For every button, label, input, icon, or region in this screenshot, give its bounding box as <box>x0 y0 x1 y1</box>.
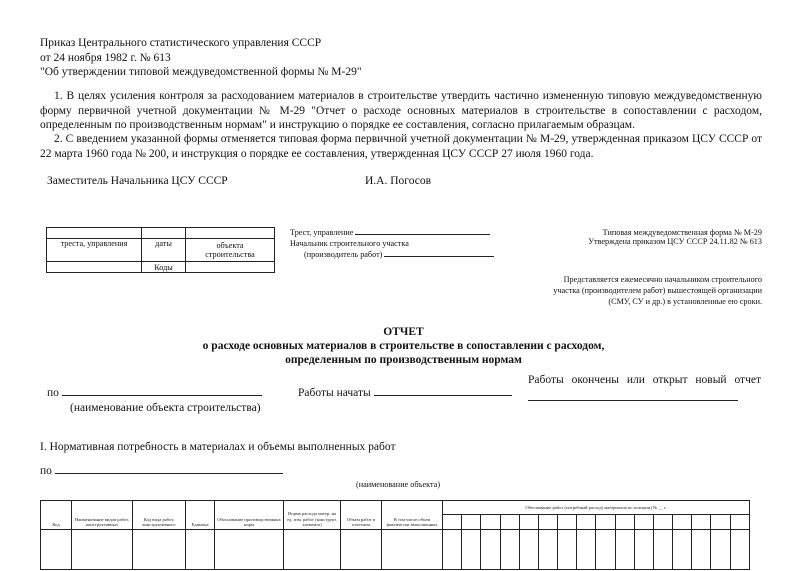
report-subtitle-2: определенным по производственным нормам <box>285 354 522 366</box>
codes-object-value[interactable] <box>186 262 275 273</box>
submission-line-2: участка (производителем работ) вышестоящей организации <box>553 286 762 295</box>
producer-field <box>304 250 494 259</box>
grid-header-work-code: Код вида работ, конструктивного <box>133 501 186 530</box>
trust-input-line[interactable] <box>355 234 490 235</box>
grid-header-code: Код <box>41 501 72 530</box>
order-title: Приказ Центрального статистического управления СССР <box>40 37 322 49</box>
grid-subcolumn <box>519 515 538 530</box>
grid-header-volume: Объем работ в отчетном <box>341 501 382 530</box>
works-started-input-line[interactable] <box>374 395 512 396</box>
grid-subcolumn <box>481 515 500 530</box>
grid-subcolumn <box>673 515 692 530</box>
grid-subcolumn <box>711 515 730 530</box>
object-caption: (наименование объекта строительства) <box>70 402 261 414</box>
codes-cell-empty <box>186 228 275 239</box>
works-finished-label: Работы окончены или открыт новый отчет <box>528 374 761 386</box>
grid-cell[interactable] <box>577 530 596 570</box>
grid-cell[interactable] <box>673 530 692 570</box>
grid-subcolumn <box>596 515 615 530</box>
grid-header-volume-total: В том числе объем фактически выполненных <box>382 501 443 530</box>
grid-cell[interactable] <box>443 530 462 570</box>
form-info <box>588 228 762 246</box>
works-finished-input-line[interactable] <box>528 400 738 401</box>
grid-cell[interactable] <box>186 530 215 570</box>
trust-label: Трест, управление <box>290 228 354 237</box>
grid-cell[interactable] <box>215 530 284 570</box>
grid-subcolumn <box>558 515 577 530</box>
grid-cell[interactable] <box>519 530 538 570</box>
grid-cell[interactable] <box>284 530 341 570</box>
grid-cell[interactable] <box>41 530 72 570</box>
order-paragraph-2: 2. С введением указанной формы отменяется типовая форма первичной учетной документации № М-29, утвержденная приказом ЦСУ СССР от 22 марта 1960 года № 200, и инструкция о порядке ее составления, утвержденная ЦСУ СССР 27 июля 1960 года. <box>40 133 762 160</box>
works-started-label: Работы начаты <box>298 387 371 399</box>
object-field <box>47 387 262 399</box>
grid-subcolumn <box>692 515 711 530</box>
grid-cell[interactable] <box>481 530 500 570</box>
grid-subcolumn <box>462 515 481 530</box>
grid-subcolumn <box>634 515 653 530</box>
form-number: Типовая междуведомственная форма № М-29 <box>602 228 762 237</box>
grid-subcolumn <box>615 515 634 530</box>
grid-cell[interactable] <box>711 530 730 570</box>
form-approval: Утверждена приказом ЦСУ СССР 24.11.82 № 613 <box>588 237 762 246</box>
grid-cell[interactable] <box>72 530 133 570</box>
codes-date-header: даты <box>142 239 186 262</box>
grid-header-norm-rate: Норма расхода матер. на ед. изм. работ (конструкт. элемента) <box>284 501 341 530</box>
section-1-object-field <box>40 465 283 477</box>
grid-subcolumn <box>653 515 672 530</box>
report-subtitle-1: о расходе основных материалов в строительстве в сопоставлении с расходом, <box>202 340 605 352</box>
codes-trust-value[interactable] <box>47 262 142 273</box>
producer-input-line[interactable] <box>384 256 494 257</box>
grid-cell[interactable] <box>382 530 443 570</box>
order-subject: "Об утверждении типовой междуведомственной формы № М-29" <box>40 66 362 78</box>
grid-cell[interactable] <box>653 530 672 570</box>
submission-line-3: (СМУ, СУ и др.) в установленные ею сроки. <box>608 297 762 306</box>
submission-note <box>553 274 762 307</box>
section-1-object-input-line[interactable] <box>55 473 283 474</box>
codes-cell-empty <box>47 228 142 239</box>
section-1-po-label: по <box>40 465 52 477</box>
codes-object-line1: объекта <box>216 241 244 250</box>
grid-cell[interactable] <box>462 530 481 570</box>
grid-subcolumn <box>577 515 596 530</box>
producer-label: (производитель работ) <box>304 250 383 259</box>
section-1-object-caption: (наименование объекта) <box>356 480 441 489</box>
grid-cell[interactable] <box>615 530 634 570</box>
signature-position: Заместитель Начальника ЦСУ СССР <box>47 175 228 187</box>
grid-cell[interactable] <box>692 530 711 570</box>
codes-table <box>46 227 275 273</box>
grid-subcolumn <box>500 515 519 530</box>
report-title: ОТЧЕТ <box>383 326 424 338</box>
signature-name: И.А. Погосов <box>365 175 432 187</box>
grid-cell[interactable] <box>596 530 615 570</box>
materials-grid <box>40 500 750 570</box>
object-input-line[interactable] <box>62 395 262 396</box>
grid-header-unit: Единица <box>186 501 215 530</box>
grid-subcolumn <box>443 515 462 530</box>
grid-header-need: Обоснование работ (потребный расход) материалов по позиции (№ __ г. <box>443 501 750 515</box>
grid-header-work-name: Наименование видов работ, конструктивных <box>72 501 133 530</box>
order-date: от 24 ноября 1982 г. № 613 <box>40 51 171 64</box>
grid-header-norm: Обоснование производственных норм <box>215 501 284 530</box>
section-1-title: I. Нормативная потребность в материалах и объемы выполненных работ <box>40 441 396 453</box>
grid-cell[interactable] <box>730 530 749 570</box>
codes-label: Коды <box>142 262 186 273</box>
grid-subcolumn <box>730 515 749 530</box>
object-po-label: по <box>47 387 59 399</box>
codes-cell-empty <box>142 228 186 239</box>
works-started-field <box>298 387 512 399</box>
order-heading <box>40 36 362 80</box>
chief-label: Начальник строительного участка <box>290 239 409 248</box>
submission-line-1: Представляется ежемесячно начальником строительного <box>563 275 762 284</box>
grid-subcolumn <box>538 515 557 530</box>
grid-cell[interactable] <box>634 530 653 570</box>
order-paragraph-1: 1. В целях усиления контроля за расходованием материалов в строительстве утвердить частично измененную типовую междуведомственную форму первичной учетной документации № М-29 "Отчет о расходе основных материалов в строительстве в сопоставлении с расходом, определенным по производственным нормам" и инструкцию о порядке ее составления, согласно прилагаемым образцам. <box>40 90 762 131</box>
codes-object-line2: строительства <box>205 250 255 259</box>
grid-cell[interactable] <box>133 530 186 570</box>
grid-cell[interactable] <box>558 530 577 570</box>
grid-cell[interactable] <box>538 530 557 570</box>
grid-cell[interactable] <box>341 530 382 570</box>
codes-trust-header: треста, управления <box>47 239 142 262</box>
trust-field <box>290 228 490 237</box>
codes-object-header <box>186 239 275 262</box>
grid-cell[interactable] <box>500 530 519 570</box>
